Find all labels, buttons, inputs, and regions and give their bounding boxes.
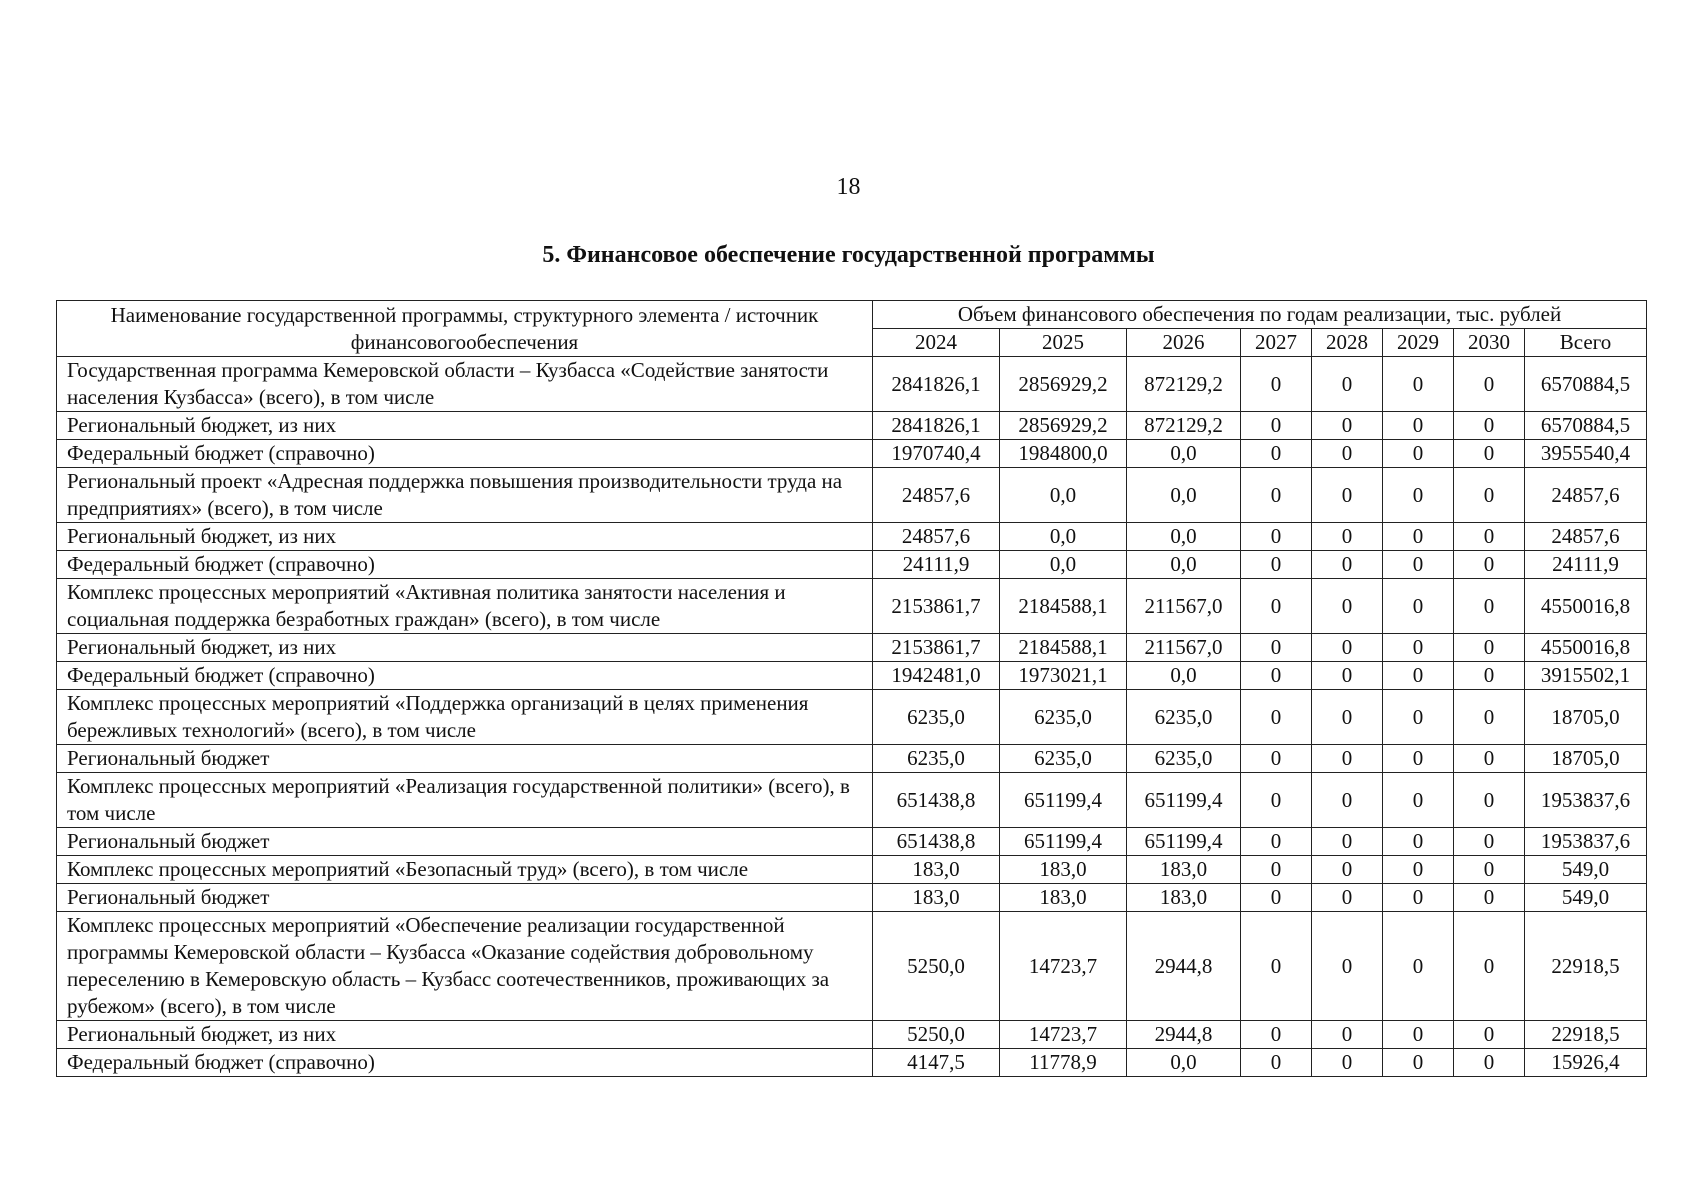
- table-row: [57, 357, 1647, 412]
- table-row: [57, 912, 1647, 1021]
- value-cell: 0: [1241, 468, 1312, 523]
- value-cell: 211567,0: [1127, 634, 1241, 662]
- table-row: [57, 745, 1647, 773]
- value-cell: 0: [1454, 412, 1525, 440]
- value-cell: 0,0: [1127, 440, 1241, 468]
- row-name-cell: Федеральный бюджет (справочно): [57, 440, 873, 468]
- value-cell: 0: [1454, 357, 1525, 412]
- value-cell: 0: [1312, 579, 1383, 634]
- row-name-cell: Федеральный бюджет (справочно): [57, 1049, 873, 1077]
- value-cell: 0: [1383, 856, 1454, 884]
- table-row: [57, 634, 1647, 662]
- row-name-cell: Комплекс процессных мероприятий «Реализация государственной политики» (всего), в том числе: [57, 773, 873, 828]
- total-cell: 4550016,8: [1525, 579, 1647, 634]
- value-cell: 2856929,2: [1000, 412, 1127, 440]
- value-cell: 2856929,2: [1000, 357, 1127, 412]
- value-cell: 872129,2: [1127, 412, 1241, 440]
- value-cell: 0: [1241, 690, 1312, 745]
- header-year: 2028: [1312, 329, 1383, 357]
- row-name-cell: Комплекс процессных мероприятий «Поддержка организаций в целях применения бережливых технологий» (всего), в том числе: [57, 690, 873, 745]
- value-cell: 0: [1241, 884, 1312, 912]
- header-year: 2027: [1241, 329, 1312, 357]
- table-body: [57, 357, 1647, 1077]
- value-cell: 0: [1383, 912, 1454, 1021]
- header-row-group: [57, 301, 1647, 329]
- value-cell: 24857,6: [873, 468, 1000, 523]
- row-name-cell: Региональный бюджет, из них: [57, 634, 873, 662]
- table-row: [57, 1049, 1647, 1077]
- value-cell: 24857,6: [873, 523, 1000, 551]
- total-cell: 1953837,6: [1525, 828, 1647, 856]
- value-cell: 0: [1383, 690, 1454, 745]
- value-cell: 6235,0: [1127, 690, 1241, 745]
- value-cell: 0: [1312, 468, 1383, 523]
- section-title: 5. Финансовое обеспечение государственной программы: [542, 242, 1155, 268]
- value-cell: 1970740,4: [873, 440, 1000, 468]
- value-cell: 0: [1312, 1049, 1383, 1077]
- value-cell: 0: [1241, 579, 1312, 634]
- value-cell: 0: [1383, 357, 1454, 412]
- total-cell: 22918,5: [1525, 912, 1647, 1021]
- table-row: [57, 884, 1647, 912]
- value-cell: 2153861,7: [873, 634, 1000, 662]
- row-name-cell: Региональный бюджет: [57, 828, 873, 856]
- value-cell: 0: [1383, 523, 1454, 551]
- value-cell: 0: [1383, 884, 1454, 912]
- value-cell: 2184588,1: [1000, 579, 1127, 634]
- financing-table: [56, 300, 1647, 1077]
- total-cell: 24111,9: [1525, 551, 1647, 579]
- header-volume-group: Объем финансового обеспечения по годам реализации, тыс. рублей: [873, 301, 1647, 329]
- total-cell: 549,0: [1525, 856, 1647, 884]
- table-row: [57, 773, 1647, 828]
- value-cell: 1942481,0: [873, 662, 1000, 690]
- value-cell: 0: [1312, 551, 1383, 579]
- value-cell: 0: [1383, 773, 1454, 828]
- value-cell: 0: [1454, 440, 1525, 468]
- value-cell: 0: [1312, 662, 1383, 690]
- value-cell: 0: [1241, 912, 1312, 1021]
- value-cell: 0: [1241, 773, 1312, 828]
- row-name-cell: Государственная программа Кемеровской области – Кузбасса «Содействие занятости населения Кузбасса» (всего), в том числе: [57, 357, 873, 412]
- value-cell: 0: [1454, 856, 1525, 884]
- value-cell: 0: [1241, 357, 1312, 412]
- row-name-cell: Комплекс процессных мероприятий «Безопасный труд» (всего), в том числе: [57, 856, 873, 884]
- total-cell: 3955540,4: [1525, 440, 1647, 468]
- value-cell: 0,0: [1127, 1049, 1241, 1077]
- value-cell: 14723,7: [1000, 1021, 1127, 1049]
- value-cell: 183,0: [1000, 856, 1127, 884]
- header-name-column: Наименование государственной программы, структурного элемента / источник финансовогообеспечения: [57, 301, 873, 357]
- row-name-cell: Региональный бюджет: [57, 884, 873, 912]
- value-cell: 0: [1241, 662, 1312, 690]
- value-cell: 0: [1454, 912, 1525, 1021]
- row-name-cell: Региональный бюджет, из них: [57, 412, 873, 440]
- value-cell: 0,0: [1000, 551, 1127, 579]
- value-cell: 0: [1241, 412, 1312, 440]
- value-cell: 651438,8: [873, 828, 1000, 856]
- value-cell: 0: [1383, 1049, 1454, 1077]
- value-cell: 0: [1454, 884, 1525, 912]
- value-cell: 183,0: [873, 884, 1000, 912]
- header-year: 2026: [1127, 329, 1241, 357]
- value-cell: 0: [1312, 884, 1383, 912]
- table-row: [57, 468, 1647, 523]
- value-cell: 0: [1241, 828, 1312, 856]
- value-cell: 0: [1312, 1021, 1383, 1049]
- value-cell: 1984800,0: [1000, 440, 1127, 468]
- value-cell: 0,0: [1127, 662, 1241, 690]
- value-cell: 0: [1383, 551, 1454, 579]
- value-cell: 0: [1454, 828, 1525, 856]
- value-cell: 0: [1241, 745, 1312, 773]
- value-cell: 14723,7: [1000, 912, 1127, 1021]
- header-total: Всего: [1525, 329, 1647, 357]
- row-name-cell: Региональный бюджет, из них: [57, 1021, 873, 1049]
- value-cell: 0: [1312, 828, 1383, 856]
- value-cell: 5250,0: [873, 1021, 1000, 1049]
- value-cell: 0: [1312, 773, 1383, 828]
- value-cell: 5250,0: [873, 912, 1000, 1021]
- value-cell: 2184588,1: [1000, 634, 1127, 662]
- value-cell: 0: [1241, 523, 1312, 551]
- value-cell: 0,0: [1127, 468, 1241, 523]
- value-cell: 183,0: [1000, 884, 1127, 912]
- value-cell: 0,0: [1000, 523, 1127, 551]
- value-cell: 0: [1454, 634, 1525, 662]
- value-cell: 0: [1312, 634, 1383, 662]
- table-row: [57, 579, 1647, 634]
- value-cell: 2841826,1: [873, 412, 1000, 440]
- value-cell: 4147,5: [873, 1049, 1000, 1077]
- value-cell: 0: [1454, 1021, 1525, 1049]
- total-cell: 6570884,5: [1525, 412, 1647, 440]
- value-cell: 651199,4: [1000, 828, 1127, 856]
- value-cell: 0: [1454, 1049, 1525, 1077]
- total-cell: 18705,0: [1525, 745, 1647, 773]
- value-cell: 0: [1312, 745, 1383, 773]
- table-row: [57, 523, 1647, 551]
- value-cell: 183,0: [873, 856, 1000, 884]
- value-cell: 0: [1454, 662, 1525, 690]
- page-number: 18: [836, 174, 861, 200]
- total-cell: 15926,4: [1525, 1049, 1647, 1077]
- value-cell: 0: [1312, 856, 1383, 884]
- value-cell: 2841826,1: [873, 357, 1000, 412]
- table-row: [57, 828, 1647, 856]
- total-cell: 24857,6: [1525, 523, 1647, 551]
- value-cell: 6235,0: [1127, 745, 1241, 773]
- value-cell: 6235,0: [1000, 745, 1127, 773]
- value-cell: 0: [1383, 579, 1454, 634]
- value-cell: 0: [1454, 523, 1525, 551]
- value-cell: 6235,0: [1000, 690, 1127, 745]
- total-cell: 549,0: [1525, 884, 1647, 912]
- value-cell: 0: [1383, 1021, 1454, 1049]
- header-year: 2024: [873, 329, 1000, 357]
- value-cell: 0: [1383, 634, 1454, 662]
- total-cell: 6570884,5: [1525, 357, 1647, 412]
- value-cell: 0: [1241, 551, 1312, 579]
- row-name-cell: Региональный бюджет: [57, 745, 873, 773]
- value-cell: 0: [1454, 745, 1525, 773]
- value-cell: 651199,4: [1000, 773, 1127, 828]
- value-cell: 0: [1241, 1049, 1312, 1077]
- value-cell: 0: [1312, 523, 1383, 551]
- row-name-cell: Федеральный бюджет (справочно): [57, 662, 873, 690]
- row-name-cell: Федеральный бюджет (справочно): [57, 551, 873, 579]
- value-cell: 0: [1241, 634, 1312, 662]
- value-cell: 0: [1312, 412, 1383, 440]
- table-row: [57, 690, 1647, 745]
- value-cell: 183,0: [1127, 856, 1241, 884]
- value-cell: 0: [1383, 440, 1454, 468]
- value-cell: 0: [1454, 579, 1525, 634]
- value-cell: 0: [1241, 440, 1312, 468]
- row-name-cell: Комплекс процессных мероприятий «Активная политика занятости населения и социальная поддержка безработных граждан» (всего), в том числе: [57, 579, 873, 634]
- table-row: [57, 662, 1647, 690]
- header-year: 2030: [1454, 329, 1525, 357]
- value-cell: 6235,0: [873, 745, 1000, 773]
- value-cell: 0: [1454, 773, 1525, 828]
- header-year: 2025: [1000, 329, 1127, 357]
- value-cell: 0: [1241, 1021, 1312, 1049]
- table-row: [57, 856, 1647, 884]
- table-row: [57, 551, 1647, 579]
- value-cell: 0: [1454, 551, 1525, 579]
- total-cell: 3915502,1: [1525, 662, 1647, 690]
- value-cell: 0: [1454, 690, 1525, 745]
- value-cell: 0,0: [1127, 551, 1241, 579]
- value-cell: 183,0: [1127, 884, 1241, 912]
- value-cell: 0: [1312, 690, 1383, 745]
- value-cell: 0: [1383, 662, 1454, 690]
- total-cell: 18705,0: [1525, 690, 1647, 745]
- value-cell: 0: [1312, 440, 1383, 468]
- value-cell: 0: [1454, 468, 1525, 523]
- value-cell: 24111,9: [873, 551, 1000, 579]
- value-cell: 6235,0: [873, 690, 1000, 745]
- value-cell: 2153861,7: [873, 579, 1000, 634]
- total-cell: 24857,6: [1525, 468, 1647, 523]
- value-cell: 0,0: [1000, 468, 1127, 523]
- value-cell: 0: [1383, 412, 1454, 440]
- value-cell: 872129,2: [1127, 357, 1241, 412]
- row-name-cell: Региональный проект «Адресная поддержка повышения производительности труда на предприятиях» (всего), в том числе: [57, 468, 873, 523]
- value-cell: 2944,8: [1127, 1021, 1241, 1049]
- value-cell: 0,0: [1127, 523, 1241, 551]
- value-cell: 651199,4: [1127, 773, 1241, 828]
- value-cell: 0: [1383, 828, 1454, 856]
- row-name-cell: Комплекс процессных мероприятий «Обеспечение реализации государственной программы Кемеровской области – Кузбасса «Оказание содействия добровольному переселению в Кемеровскую область – Кузбасс соотечественников, проживающих за рубежом» (всего), в том числе: [57, 912, 873, 1021]
- total-cell: 1953837,6: [1525, 773, 1647, 828]
- table-row: [57, 440, 1647, 468]
- value-cell: 211567,0: [1127, 579, 1241, 634]
- value-cell: 651199,4: [1127, 828, 1241, 856]
- value-cell: 651438,8: [873, 773, 1000, 828]
- row-name-cell: Региональный бюджет, из них: [57, 523, 873, 551]
- table-row: [57, 1021, 1647, 1049]
- value-cell: 0: [1383, 468, 1454, 523]
- value-cell: 0: [1312, 912, 1383, 1021]
- value-cell: 11778,9: [1000, 1049, 1127, 1077]
- value-cell: 0: [1312, 357, 1383, 412]
- value-cell: 0: [1241, 856, 1312, 884]
- header-year: 2029: [1383, 329, 1454, 357]
- total-cell: 4550016,8: [1525, 634, 1647, 662]
- value-cell: 0: [1383, 745, 1454, 773]
- value-cell: 1973021,1: [1000, 662, 1127, 690]
- total-cell: 22918,5: [1525, 1021, 1647, 1049]
- table-row: [57, 412, 1647, 440]
- value-cell: 2944,8: [1127, 912, 1241, 1021]
